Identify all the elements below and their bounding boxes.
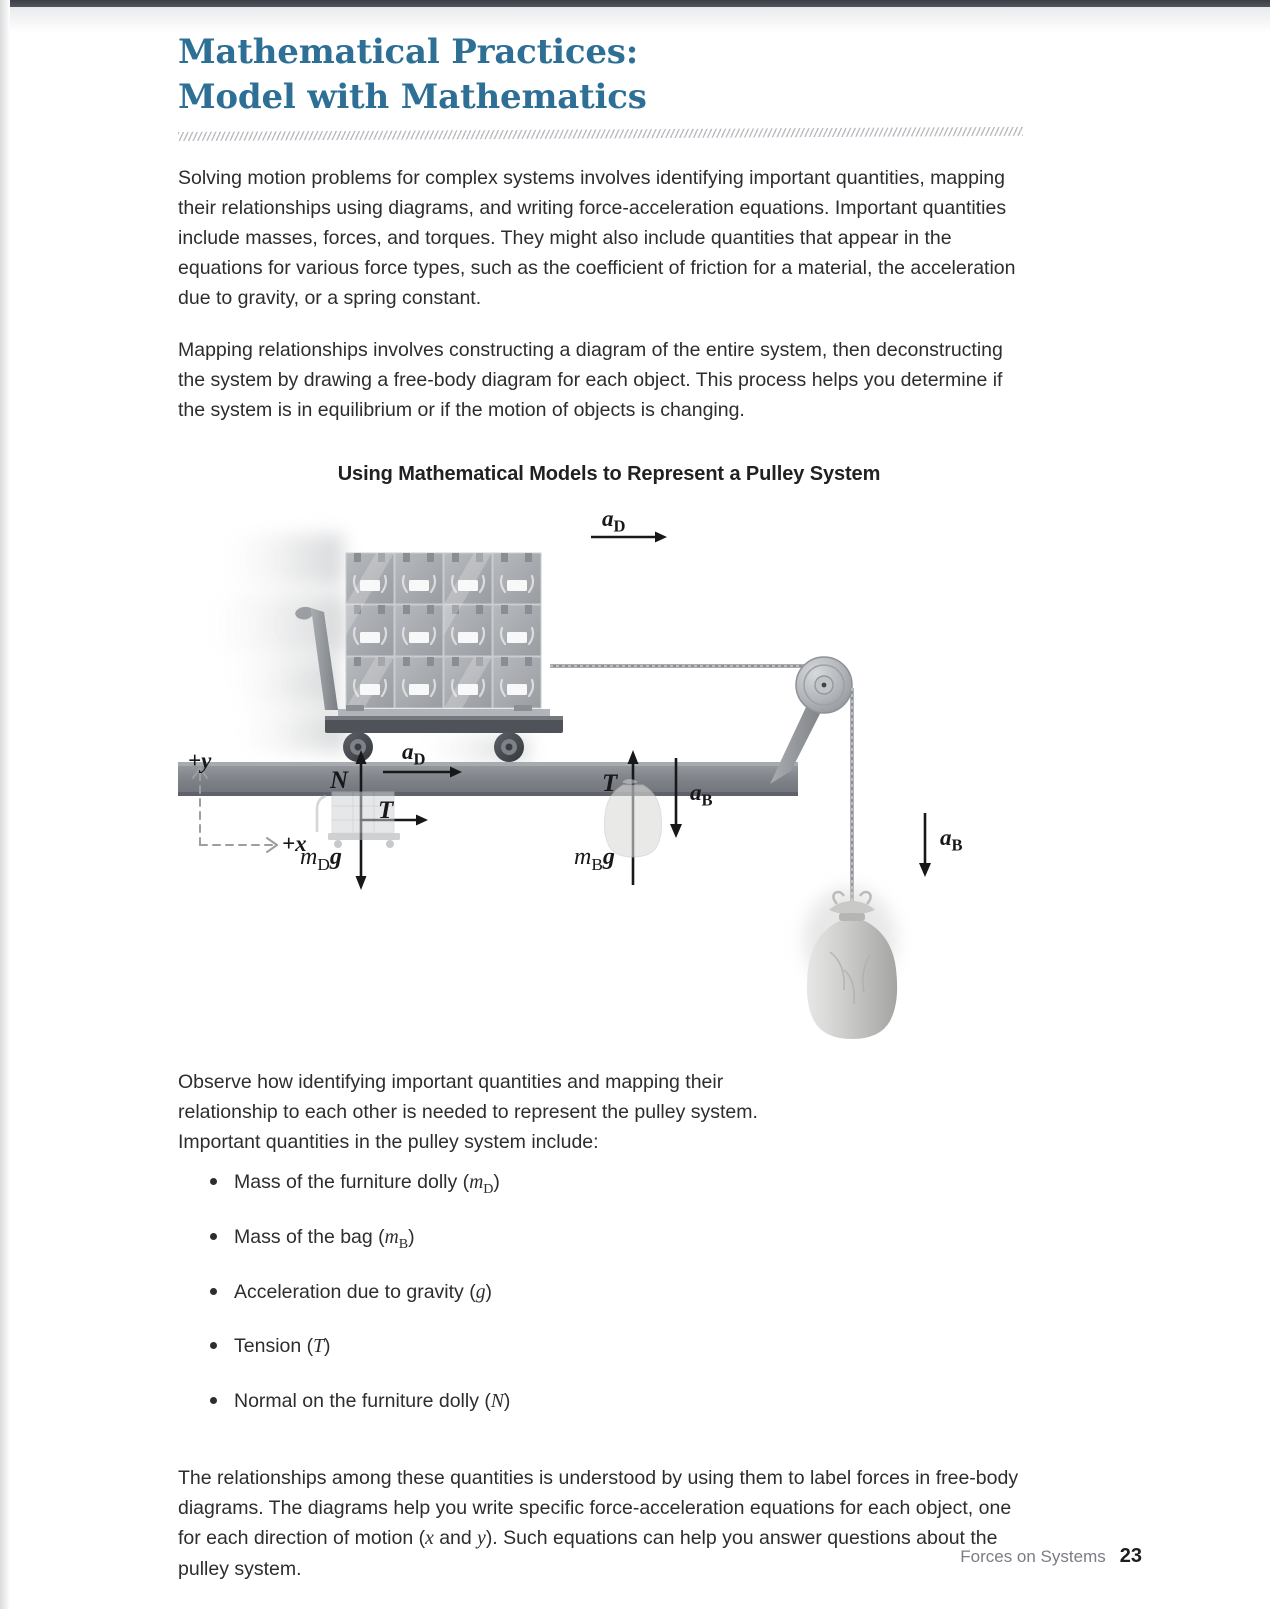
closing-paragraph: The relationships among these quantities is understood by using them to label forces in free-body diagrams. The diagrams help you write specific force-acceleration equations for each object, one for each direction of motion (x and y). Such equations can help you answer questions about the pulley system. bbox=[178, 1467, 1019, 1581]
axis-x-label: +x bbox=[282, 830, 307, 856]
footer-page-number: 23 bbox=[1119, 1545, 1142, 1567]
list-item: Acceleration due to gravity (g) bbox=[178, 1277, 1040, 1314]
title-divider-rule bbox=[178, 127, 1023, 141]
bullet-icon bbox=[210, 1233, 217, 1240]
pulley-wheel bbox=[796, 657, 852, 713]
intro-paragraph-1: Solving motion problems for complex systems involves identifying important quantities, mapping their relationships using diagrams, and writing force-acceleration equations. Important quantities include masses, forces, and torques. They might also include quantities that appear in the equations for various force types, such as the coefficient of friction for a material, the acceleration due to gravity, or a spring constant. bbox=[178, 166, 1016, 309]
page-title bbox=[178, 0, 1040, 120]
scene-bag-accel-arrow bbox=[919, 813, 931, 877]
scene-bag-accel-label: $a_B$ bbox=[940, 824, 963, 855]
fbd-dolly-accel-label: $a_D$ bbox=[402, 738, 426, 769]
fbd-bag-accel-label: $a_B$ bbox=[690, 779, 713, 810]
fbd-dolly-tension-label: T bbox=[378, 796, 394, 824]
fbd-dolly-normal-label: N bbox=[330, 766, 349, 794]
quantities-list bbox=[178, 1157, 1040, 1423]
bullet-icon bbox=[210, 1178, 217, 1185]
list-item-text: Acceleration due to gravity ( bbox=[234, 1280, 476, 1303]
list-item-text: Tension ( bbox=[234, 1335, 314, 1358]
pulley-system-figure bbox=[178, 500, 1040, 1045]
figure-title: Using Mathematical Models to Represent a Pulley System bbox=[337, 462, 881, 485]
fbd-dolly-weight-label: $m_Dg$ bbox=[300, 843, 342, 874]
dolly-platform bbox=[325, 705, 563, 733]
list-item: Mass of the bag $(m_B)$ bbox=[178, 1222, 1040, 1259]
intro-paragraph-2: Mapping relationships involves constructing a diagram of the entire system, then deconstructing the system by drawing a free-body diagram for each object. This process helps you determine if the system is in equilibrium or if the motion of objects is changing. bbox=[178, 338, 1003, 421]
list-item-text: Normal on the furniture dolly ( bbox=[234, 1390, 491, 1413]
bullet-icon bbox=[210, 1397, 217, 1404]
scene-accel-label: $a_D$ bbox=[602, 505, 626, 536]
page-gutter-shadow bbox=[0, 0, 10, 1609]
list-item-text: Mass of the furniture dolly ( bbox=[234, 1170, 470, 1193]
bullet-icon bbox=[210, 1342, 217, 1349]
observe-paragraph: Observe how identifying important quantities and mapping their relationship to each other is needed to represent the pulley system. Important quantities in the pulley system include: bbox=[178, 1070, 758, 1153]
list-item: Mass of the furniture dolly $(m_D)$ bbox=[178, 1167, 1040, 1204]
page-footer bbox=[178, 1545, 1270, 1568]
footer-section-name: Forces on Systems bbox=[960, 1547, 1106, 1566]
page-content bbox=[178, 0, 1040, 1584]
page-title-line-2: Model with Mathematics bbox=[178, 76, 647, 117]
list-item: Normal on the furniture dolly (N) bbox=[178, 1386, 1040, 1423]
bullet-icon bbox=[210, 1288, 217, 1295]
axis-y-label: +y bbox=[188, 747, 212, 773]
page-title-line-1: Mathematical Practices: bbox=[178, 32, 639, 72]
list-item: Tension (T) bbox=[178, 1331, 1040, 1368]
fbd-bag-tension-label: T bbox=[602, 769, 618, 797]
list-item-text: Mass of the bag ( bbox=[234, 1225, 385, 1248]
fbd-bag-weight-label: $m_Bg$ bbox=[574, 843, 615, 874]
